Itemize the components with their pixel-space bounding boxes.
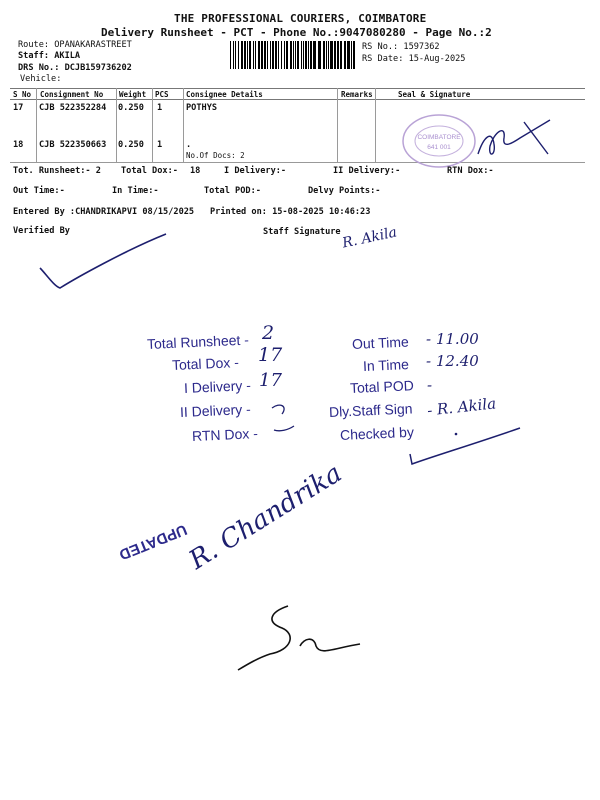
stamp-checked-by: Checked by [339,423,415,443]
ii-delivery-label: II Delivery:- [333,166,401,176]
hw-chandrika-signature: R. Chandrika [184,458,348,576]
delvy-points-label: Delvy Points:- [308,186,381,196]
col-header-sno: S No [13,90,32,99]
hw-i-delivery: 17 [259,370,282,391]
rs-date: RS Date: 15-Aug-2025 [362,54,466,64]
bottom-signature [230,598,370,678]
entered-by: Entered By :CHANDRIKAPVI 08/15/2025 [13,207,195,217]
verified-check-stroke [36,228,172,292]
printed-on: Printed on: 15-08-2025 10:46:23 [210,207,371,217]
drs-number: DRS No.: DCJB159736202 [18,63,132,73]
rs-number: RS No.: 1597362 [362,42,440,52]
route-label: Route: OPANAKARASTREET [18,40,132,50]
runsheet-subtitle: Delivery Runsheet - PCT - Phone No.:9047080280 - Page No.:2 [101,26,492,39]
table-row-consignment: CJB 522352284 [39,103,107,113]
verified-by-label: Verified By [13,226,70,236]
staff-label: Staff: AKILA [18,51,81,61]
table-row-weight: 0.250 [118,103,144,113]
hw-in-time: - 12.40 [426,352,479,370]
updated-stamp: UPDATED [116,520,190,564]
table-row-weight: 0.250 [118,140,144,150]
table-row-consignment: CJB 522350663 [39,140,107,150]
hw-dly-staff: - R. Akila [426,394,497,420]
out-time-label: Out Time:- [13,186,65,196]
col-header-seal: Seal & Signature [398,90,471,99]
col-header-remarks: Remarks [341,90,373,99]
table-row-sno: 17 [13,103,24,113]
seal-city-text: COIMBATORE [417,134,461,141]
barcode-image [230,41,358,69]
staff-handwritten-signature: R. Akila [340,224,399,252]
table-row-consignee: POTHYS [186,103,218,113]
table-row-consignee: . [186,140,192,150]
col-header-weight: Weight [119,90,147,99]
table-row-pcs: 1 [157,103,163,113]
col-header-consignee: Consignee Details [186,90,263,99]
seal-signature-scribble [470,116,560,162]
total-pod-label: Total POD:- [204,186,261,196]
total-dox-value: 18 [190,166,201,176]
docs-count: No.Of Docs: 2 [186,151,245,160]
staff-signature-label: Staff Signature [263,227,341,237]
hw-total-dox: 17 [258,344,283,366]
hw-total-runsheet: 2 [262,322,275,344]
hw-total-pod: - [427,376,433,394]
hw-out-time: - 11.00 [426,330,479,348]
stamp-i-delivery: I Delivery - [183,377,252,396]
stamp-rtn-dox: RTN Dox - [191,425,259,444]
i-delivery-label: I Delivery:- [224,166,287,176]
stamp-dly-staff-sign: Dly.Staff Sign [328,400,413,420]
in-time-label: In Time:- [112,186,159,196]
table-row-pcs: 1 [157,140,163,150]
stamp-ii-delivery: II Delivery - [179,400,252,420]
total-runsheet: Tot. Runsheet:- 2 [13,166,101,176]
seal-code-text: 641 001 [427,144,451,151]
stamp-total-runsheet: Total Runsheet - [146,331,250,352]
stamp-out-time: Out Time [351,333,410,352]
rtn-dox-label: RTN Dox:- [447,166,494,176]
stamp-total-dox: Total Dox - [171,354,240,373]
vehicle-label: Vehicle: [20,74,62,84]
stamp-in-time: In Time [362,356,410,374]
col-header-pcs: PCS [155,90,169,99]
checked-by-stroke [404,424,524,468]
company-title: THE PROFESSIONAL COURIERS, COIMBATORE [174,12,427,25]
hw-scribbles [268,400,298,436]
round-seal-stamp [398,112,480,170]
total-dox-label: Total Dox:- [121,166,178,176]
table-row-sno: 18 [13,140,24,150]
col-header-consignment: Consignment No [40,90,104,99]
stamp-total-pod: Total POD [349,377,415,396]
